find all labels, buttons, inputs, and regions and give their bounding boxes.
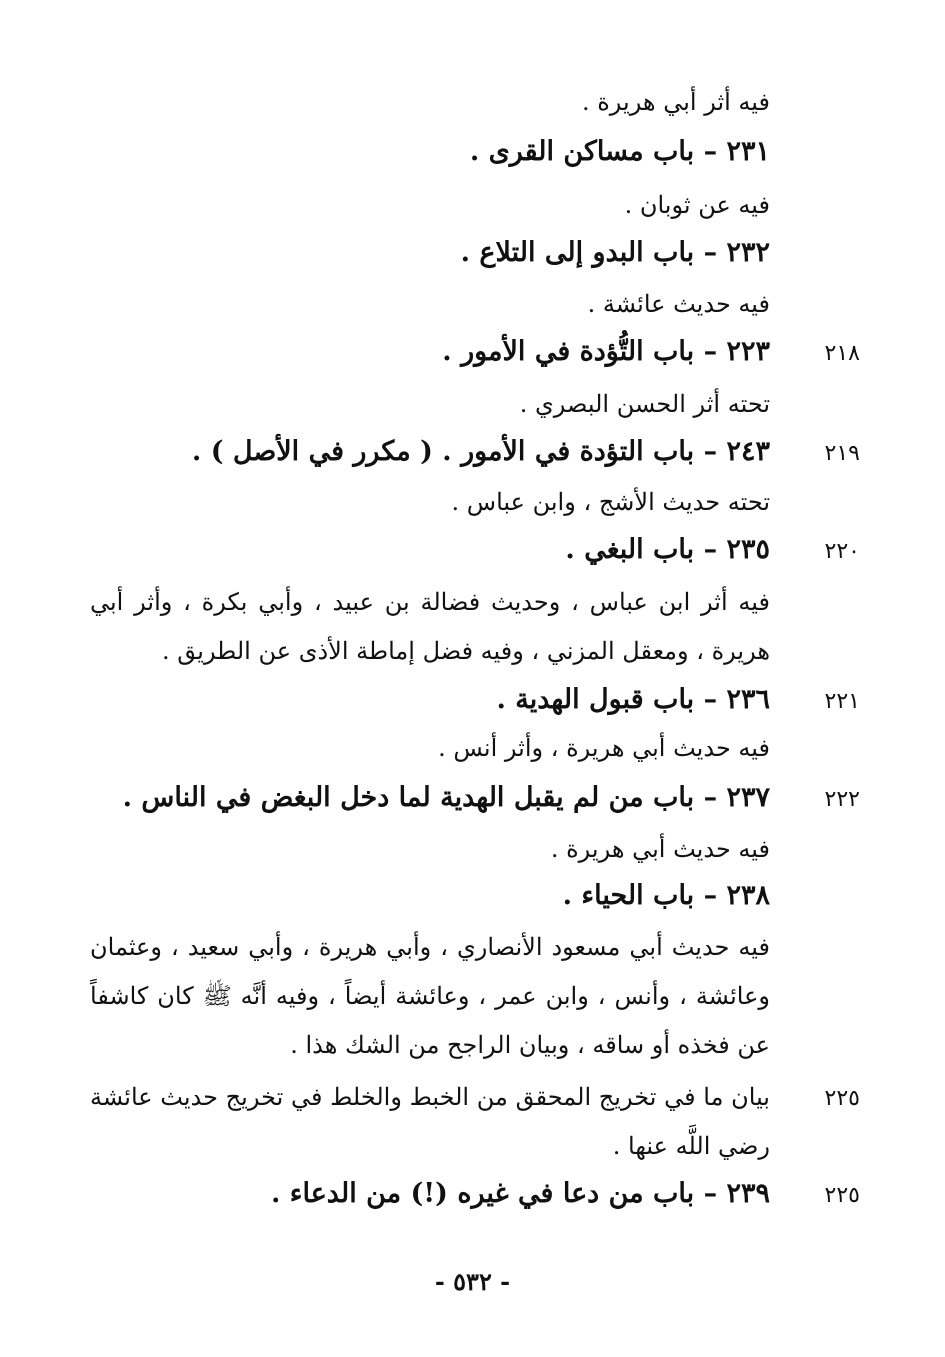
entry-line: فيه حديث عائشة .	[587, 290, 770, 318]
page-reference: ٢٢١	[824, 689, 860, 714]
chapter-heading: ٢٣٨ – باب الحياء .	[562, 880, 770, 911]
chapter-heading: ٢٣٥ – باب البغي .	[565, 534, 770, 565]
entry-line: فيه حديث أبي هريرة .	[550, 835, 770, 863]
page-reference: ٢٢٥	[824, 1183, 860, 1208]
chapter-heading: ٢٣١ – باب مساكن القرى .	[469, 136, 770, 167]
page-number: - ٥٣٢ -	[434, 1267, 511, 1296]
page-reference: ٢١٨	[824, 341, 860, 366]
entry-line: فيه أثر أبي هريرة .	[581, 88, 770, 116]
chapter-heading: ٢٢٣ – باب التُّؤدة في الأمور .	[442, 336, 770, 367]
chapter-heading: ٢٣٧ – باب من لم يقبل الهدية لما دخل البغض في الناس .	[122, 782, 770, 813]
entry-paragraph: فيه حديث أبي مسعود الأنصاري ، وأبي هريرة ، وأبي سعيد ، وعثمان وعائشة ، وأنس ، وابن عمر ، وعائشة أيضاً ، وفيه أنَّه ﷺ كان كاشفاً عن فخذه أو ساقه ، وبيان الراجح من الشك هذا .	[90, 933, 770, 1059]
chapter-heading: ٢٣٦ – باب قبول الهدية .	[496, 684, 770, 715]
entry-paragraph: فيه أثر ابن عباس ، وحديث فضالة بن عبيد ، وأبي بكرة ، وأثر أبي هريرة ، ومعقل المزني ، وفيه فضل إماطة الأذى عن الطريق .	[90, 588, 770, 665]
entry-line: تحته أثر الحسن البصري .	[519, 390, 770, 418]
chapter-heading: ٢٤٣ – باب التؤدة في الأمور . ( مكرر في الأصل ) .	[191, 436, 770, 467]
page-reference: ٢٢٠	[824, 539, 860, 564]
page-reference: ٢١٩	[824, 441, 860, 466]
entry-line: تحته حديث الأشج ، وابن عباس .	[451, 488, 770, 516]
page-reference: ٢٢٢	[824, 787, 860, 812]
entry-line: فيه عن ثوبان .	[624, 191, 770, 219]
entry-line: فيه حديث أبي هريرة ، وأثر أنس .	[438, 734, 770, 762]
entry-paragraph: بيان ما في تخريج المحقق من الخبط والخلط في تخريج حديث عائشة رضي اللَّه عنها .	[90, 1083, 770, 1160]
page-reference: ٢٢٥	[824, 1086, 860, 1111]
chapter-heading: ٢٣٩ – باب من دعا في غيره (!) من الدعاء .	[270, 1178, 770, 1209]
chapter-heading: ٢٣٢ – باب البدو إلى التلاع .	[460, 237, 770, 268]
